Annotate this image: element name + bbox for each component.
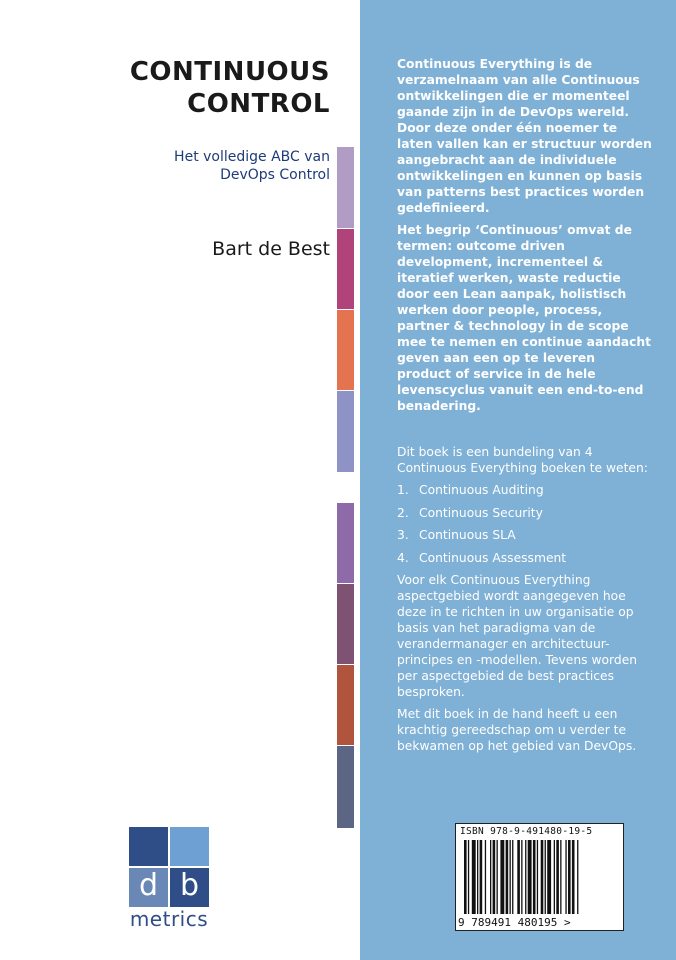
barcode-bar: [512, 840, 513, 914]
barcode-bar: [547, 840, 551, 914]
barcode-bar: [477, 840, 478, 914]
color-stripe-rust: [337, 665, 354, 745]
book-list: [397, 482, 653, 566]
barcode-digits: 9 789491 480195 >: [458, 916, 571, 929]
color-stripe-magenta: [337, 229, 354, 309]
barcode-bar: [537, 840, 538, 914]
color-stripe-plum: [337, 584, 354, 664]
list-item: 4. Continuous Assessment: [397, 550, 567, 565]
barcode-bar: [472, 840, 476, 914]
barcode-bar: [480, 840, 483, 914]
barcode-bar: [554, 840, 555, 914]
barcode-bar: [577, 840, 578, 914]
list-item: 2. Continuous Security: [397, 505, 543, 520]
barcode-bar: [565, 840, 566, 914]
barcode-bar: [497, 840, 498, 914]
barcode-bar: [541, 840, 544, 914]
isbn-barcode: [455, 823, 624, 931]
barcode-bar: [510, 840, 511, 914]
barcode-bar: [521, 840, 522, 914]
logo-wordmark: metrics: [129, 907, 209, 931]
color-stripe-orange: [337, 310, 354, 390]
book-subtitle: [30, 148, 330, 184]
subtitle-line-1: Het volledige ABC van: [174, 149, 330, 165]
publisher-logo: [129, 827, 209, 931]
subtitle-line-2: DevOps Control: [220, 167, 330, 183]
barcode-bar: [506, 840, 509, 914]
bundle-paragraph: Dit boek is een bundeling van 4 Continuous Everything boeken te weten:: [397, 445, 648, 475]
color-stripe-slate: [337, 746, 354, 828]
barcode-bar: [517, 840, 520, 914]
barcode-bar: [556, 840, 559, 914]
barcode-bar: [485, 840, 486, 914]
barcode-bar: [528, 840, 532, 914]
barcode-bar: [560, 840, 561, 914]
barcode-bars: [464, 840, 614, 914]
aspect-paragraph: Voor elk Continuous Everything aspectgebied wordt aangegeven hoe deze in te richten in uw organisatie op basis van het paradigma van de verandermanager en architectuur-principes en -modellen. Tevens worden per aspectgebied de best practices besproken.: [397, 573, 638, 699]
intro-paragraph: Continuous Everything is de verzamelnaam van alle Continuous ontwikkelingen die er momenteel gaande zijn in de DevOps wereld. Door deze onder één noemer te laten vallen kan er structuur worden aangebracht aan de individuele ontwikkelingen en kunnen op basis van patterns best practices worden gedefinieerd.: [397, 57, 652, 215]
barcode-bar: [500, 840, 504, 914]
barcode-bar: [493, 840, 496, 914]
barcode-bar: [468, 840, 469, 914]
color-stripe-lilac: [337, 147, 354, 228]
barcode-bar: [572, 840, 575, 914]
book-title: [0, 56, 330, 120]
logo-squares: [129, 827, 209, 907]
definition-paragraph: Het begrip ‘Continuous’ omvat de termen: outcome driven development, incrementeel & iteratief werken, waste reductie door een Lean aanpak, holistisch werken door people, process, partner & technology in de scope mee te nemen en continue aandacht geven aan een op te leveren product of service in de hele levenscyclus vanuit een end-to-end benadering.: [397, 223, 652, 413]
back-cover-text: [397, 56, 653, 760]
barcode-bar: [533, 840, 536, 914]
logo-letter-b: b: [179, 868, 200, 903]
logo-letter-d: d: [138, 868, 159, 903]
barcode-bar: [568, 840, 571, 914]
barcode-bar: [490, 840, 491, 914]
title-line-1: CONTINUOUS: [129, 57, 330, 87]
isbn-label: ISBN 978-9-491480-19-5: [460, 826, 593, 837]
list-item: 1. Continuous Auditing: [397, 483, 544, 497]
author-name: Bart de Best: [212, 238, 330, 260]
title-line-2: CONTROL: [187, 89, 330, 119]
barcode-bar: [525, 840, 526, 914]
color-stripe-purple: [337, 503, 354, 583]
color-stripe-periwinkle: [337, 391, 354, 472]
closing-paragraph: Met dit boek in de hand heeft u een krachtig gereedschap om u verder te bekwamen op het gebied van DevOps.: [397, 707, 637, 753]
list-item: 3. Continuous SLA: [397, 528, 516, 542]
barcode-bar: [545, 840, 546, 914]
barcode-bar: [464, 840, 467, 914]
